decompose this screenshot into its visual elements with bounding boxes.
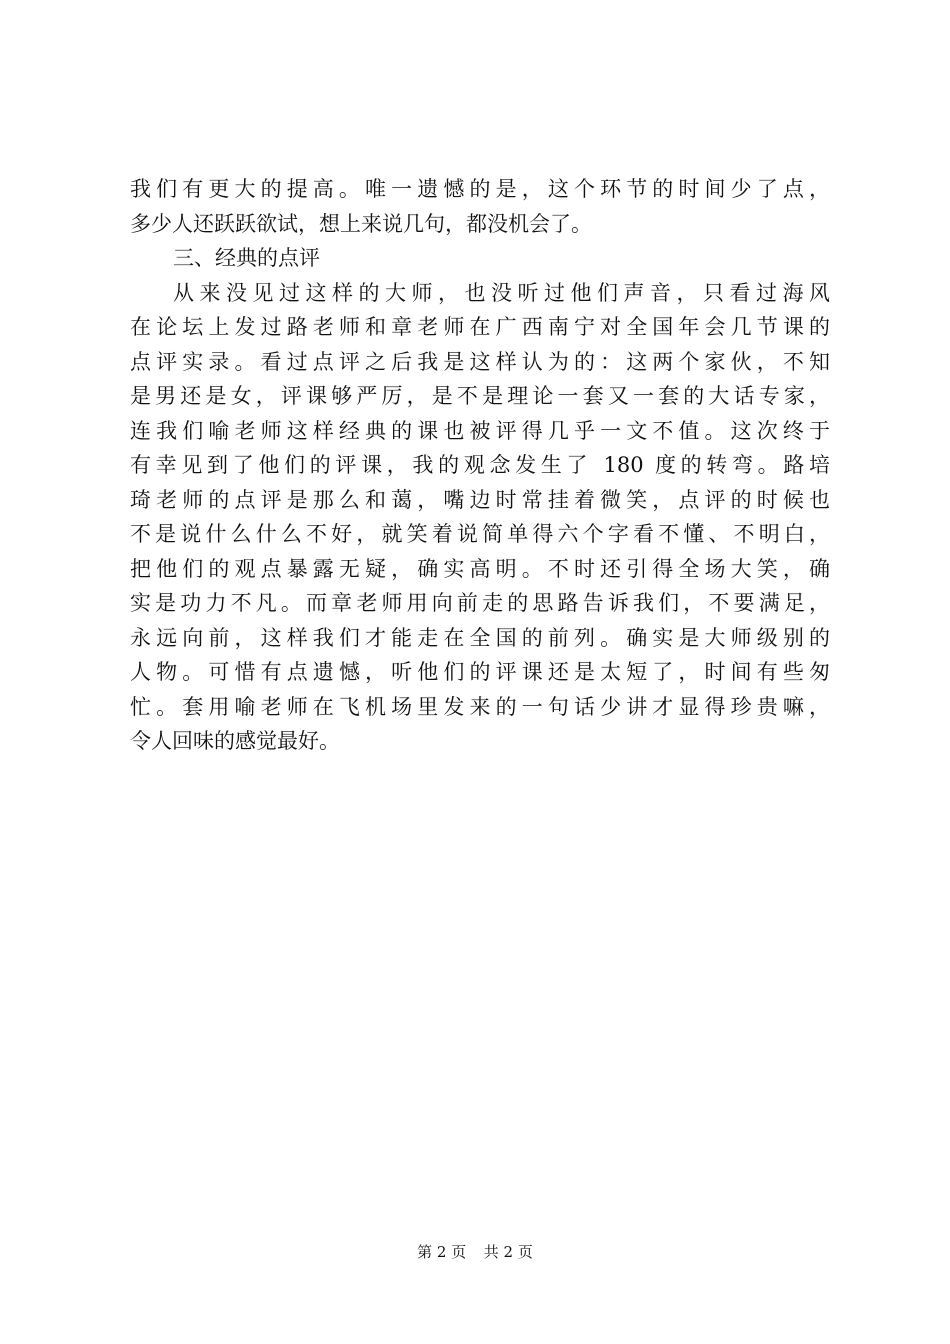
text-line: 忙。套用喻老师在飞机场里发来的一句话少讲才显得珍贵嘛， [130, 694, 830, 719]
page-footer [0, 1242, 950, 1262]
body-text [130, 172, 830, 759]
text-line: 在论坛上发过路老师和章老师在广西南宁对全国年会几节课的 [130, 315, 830, 339]
page-number: 第 2 页 [417, 1243, 467, 1261]
text-line: 不是说什么什么不好，就笑着说简单得六个字看不懂、不明白， [130, 522, 830, 546]
text-line: 实是功力不凡。而章老师用向前走的思路告诉我们，不要满足， [130, 591, 830, 615]
text-line: 永远向前，这样我们才能走在全国的前列。确实是大师级别的 [130, 625, 830, 650]
text-line: 从来没见过这样的大师，也没听过他们声音，只看过海风 [173, 280, 830, 305]
text-line: 有幸见到了他们的评课，我的观念发生了 180 度的转弯。路培 [130, 453, 830, 477]
text-line: 多少人还跃跃欲试，想上来说几句，都没机会了。 [130, 211, 592, 236]
text-line: 琦老师的点评是那么和蔼，嘴边时常挂着微笑，点评的时候也 [130, 487, 830, 512]
page-total: 共 2 页 [483, 1243, 533, 1261]
section-heading: 三、经典的点评 [173, 246, 320, 270]
text-line: 点评实录。看过点评之后我是这样认为的：这两个家伙，不知 [130, 349, 830, 374]
text-line: 人物。可惜有点遗憾，听他们的评课还是太短了，时间有些匆 [130, 660, 830, 684]
text-line: 我们有更大的提高。唯一遗憾的是，这个环节的时间少了点， [130, 177, 830, 201]
text-line: 令人回味的感觉最好。 [130, 729, 340, 753]
text-line: 把他们的观点暴露无疑，确实高明。不时还引得全场大笑，确 [130, 556, 830, 581]
text-line: 连我们喻老师这样经典的课也被评得几乎一文不值。这次终于 [130, 418, 830, 443]
text-line: 是男还是女，评课够严厉，是不是理论一套又一套的大话专家， [130, 384, 830, 408]
